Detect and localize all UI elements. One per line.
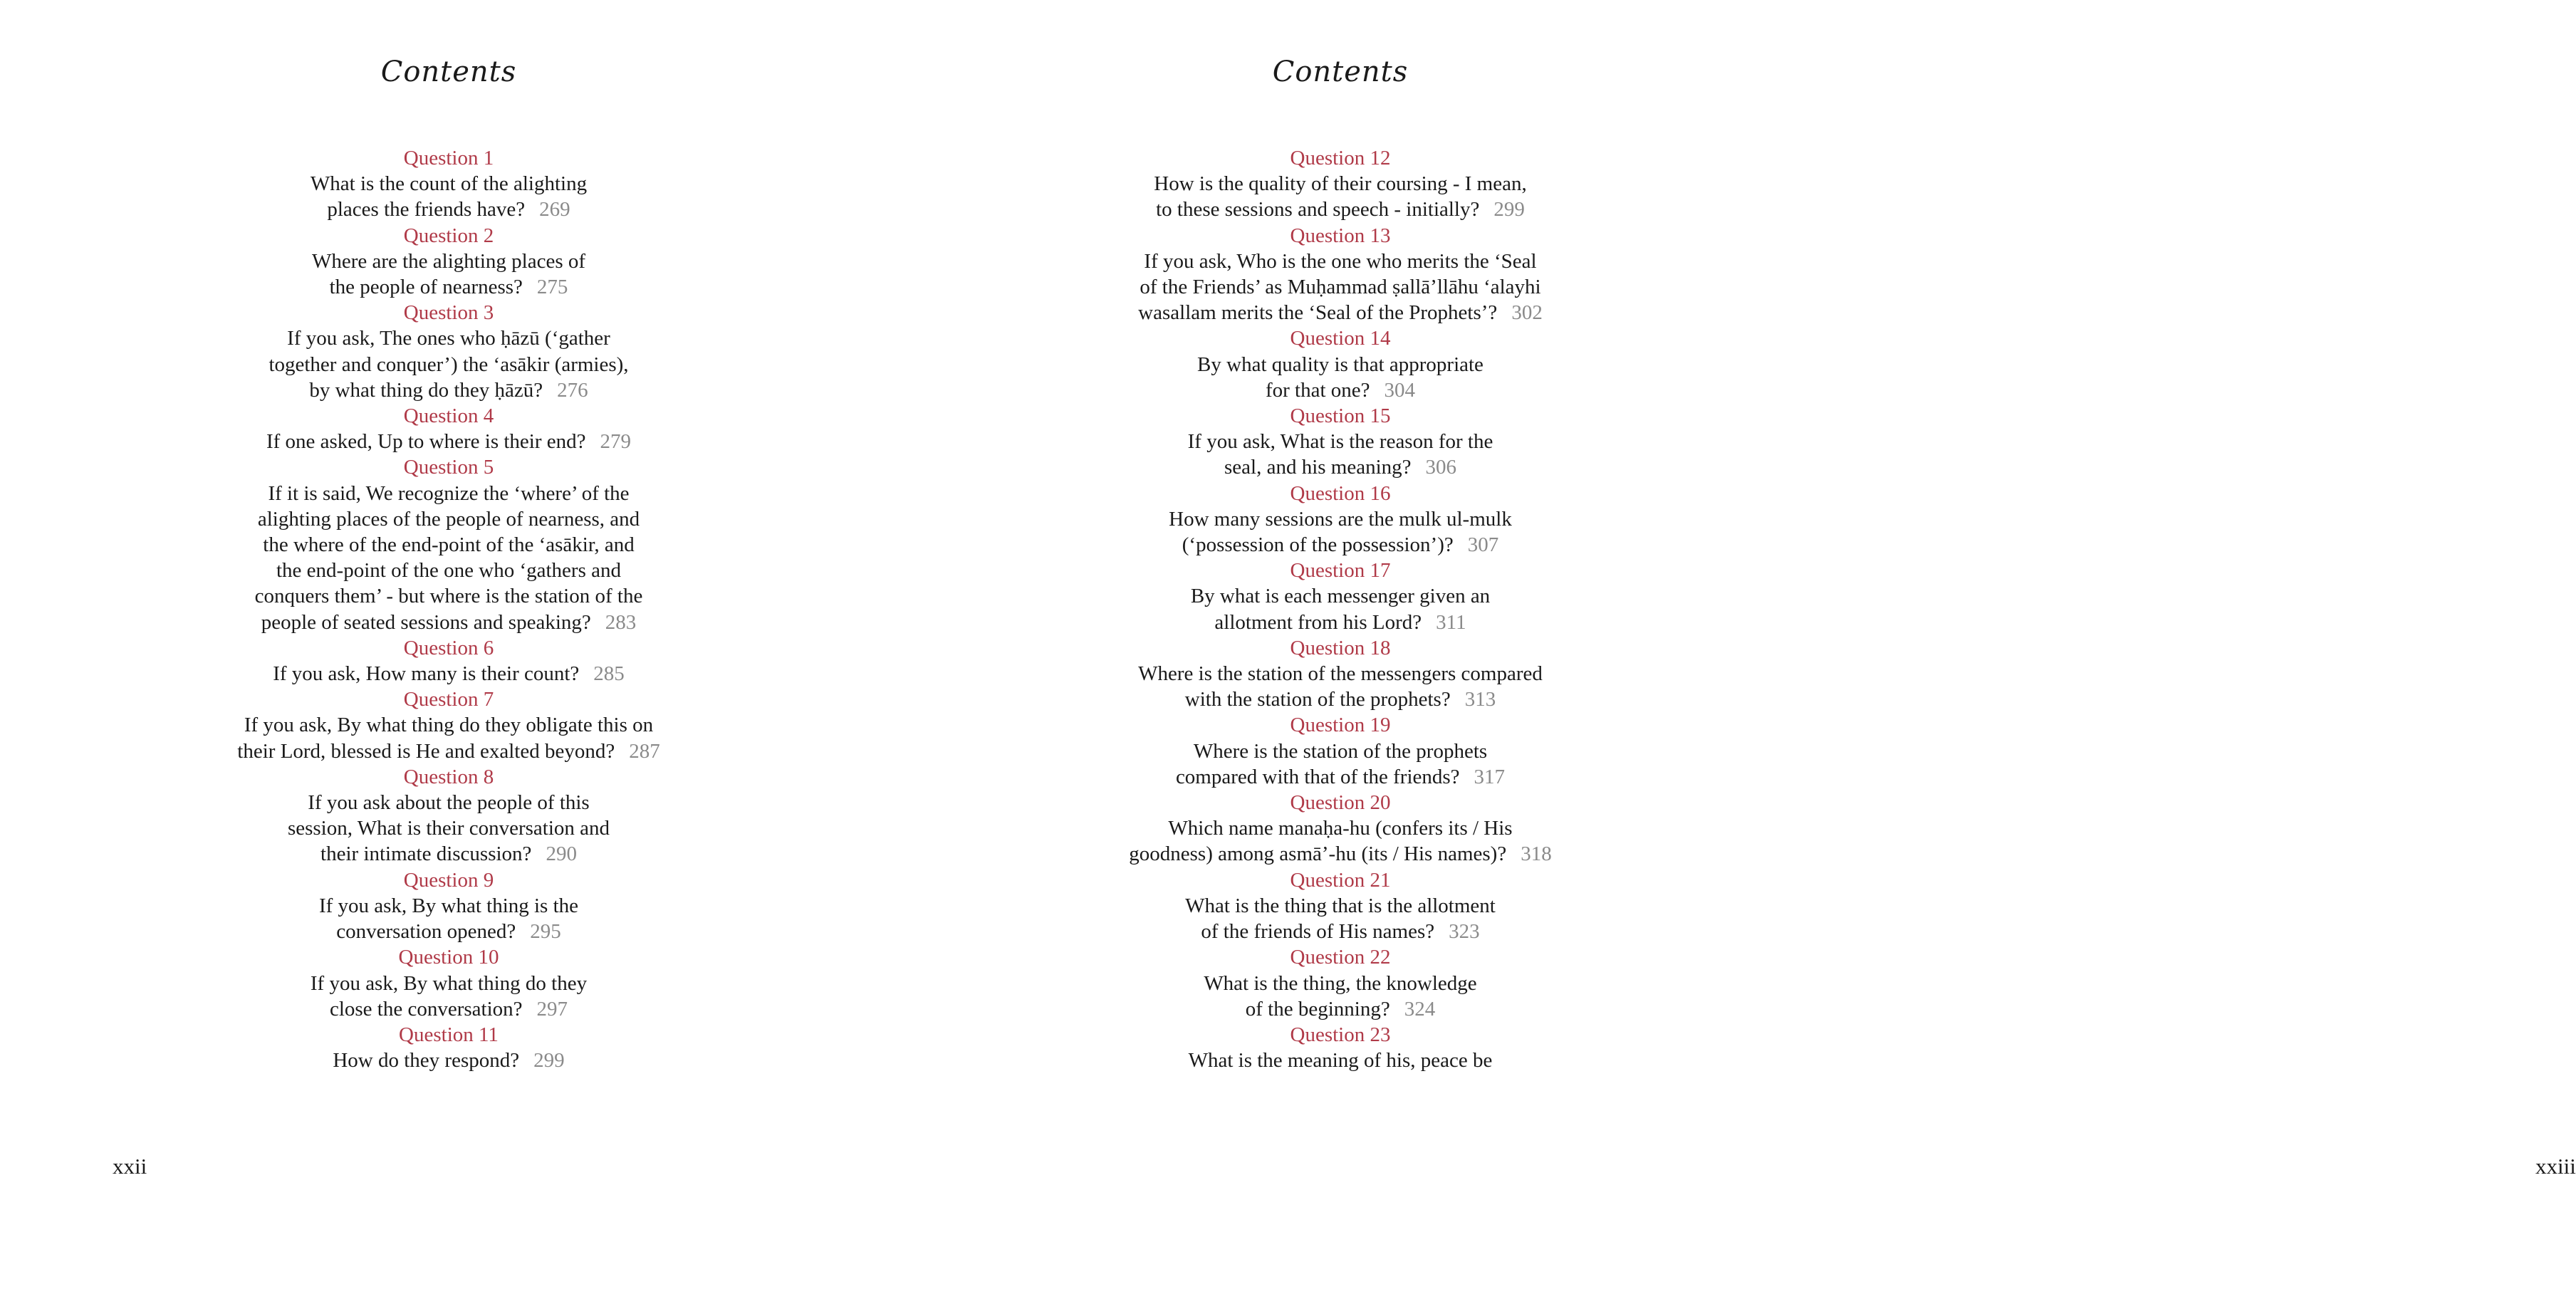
question-text: compared with that of the friends?	[1175, 765, 1460, 788]
question-text-line	[1070, 249, 1611, 274]
page-reference: 275	[536, 276, 568, 299]
toc-entry[interactable]	[178, 403, 719, 454]
question-text: If you ask, The ones who ḥāzū (‘gather	[287, 327, 610, 350]
question-text: the end-point of the one who ‘gathers and	[276, 559, 621, 583]
page-reference: 304	[1384, 378, 1416, 402]
question-text-line	[178, 249, 719, 274]
question-text-line	[1070, 739, 1611, 764]
question-text-line	[1070, 506, 1611, 532]
question-text: people of seated sessions and speaking?	[261, 610, 591, 634]
page-reference: 318	[1521, 842, 1552, 866]
question-text: close the conversation?	[329, 997, 523, 1021]
page-reference: 290	[546, 842, 577, 866]
question-text: with the station of the prophets?	[1184, 688, 1451, 711]
question-text-line	[178, 558, 719, 583]
question-text-line	[1070, 919, 1611, 944]
question-text-line	[178, 1048, 719, 1073]
question-text: Where are the alighting places of	[311, 249, 586, 273]
question-label: Question 20	[1290, 791, 1391, 815]
question-text-line	[178, 377, 719, 403]
question-text-line	[178, 610, 719, 635]
question-text-line	[178, 893, 719, 919]
toc-entry[interactable]	[1070, 558, 1611, 635]
page-reference: 269	[539, 198, 570, 221]
page-reference: 323	[1449, 920, 1480, 944]
question-text-line	[178, 661, 719, 687]
question-text: If you ask, Who is the one who merits the ‘Seal	[1144, 249, 1537, 273]
question-text: alighting places of the people of nearness, and	[257, 507, 640, 531]
question-text-line	[1070, 996, 1611, 1022]
question-label: Question 23	[1290, 1023, 1391, 1046]
question-text-line	[178, 739, 719, 764]
question-text-line	[1070, 377, 1611, 403]
question-text-line	[1070, 893, 1611, 919]
question-text: If you ask about the people of this	[308, 791, 590, 815]
question-text-line	[1070, 661, 1611, 687]
question-text: the people of nearness?	[329, 276, 523, 299]
question-label: Question 17	[1290, 559, 1391, 583]
question-text-line	[1070, 274, 1611, 300]
question-text-line	[178, 506, 719, 532]
page-reference: 279	[600, 430, 632, 454]
page-reference: 299	[1493, 198, 1525, 221]
question-text: What is the meaning of his, peace be	[1188, 1049, 1493, 1073]
toc-entry[interactable]	[178, 300, 719, 403]
page-reference: 297	[536, 997, 568, 1021]
page-reference: 299	[533, 1049, 565, 1073]
question-text: together and conquer’) the ‘asākir (armies),	[268, 353, 629, 376]
question-label: Question 15	[1290, 405, 1391, 428]
question-text: What is the thing, the knowledge	[1204, 971, 1477, 995]
page-number: xxii	[113, 1154, 147, 1179]
page-reference: 276	[557, 378, 588, 402]
page-reference: 302	[1511, 301, 1543, 325]
question-text: by what thing do they ḥāzū?	[309, 378, 543, 402]
question-text: If you ask, By what thing do they	[310, 971, 588, 995]
table-of-contents	[178, 145, 719, 1073]
toc-entry[interactable]	[178, 867, 719, 945]
question-text-line	[1070, 300, 1611, 325]
page-reference: 283	[605, 610, 637, 634]
question-text: their intimate discussion?	[320, 842, 532, 866]
question-text-line	[1070, 971, 1611, 996]
toc-entry[interactable]	[178, 223, 719, 301]
question-text: If it is said, We recognize the ‘where’ of the	[268, 481, 630, 505]
question-text: If you ask, What is the reason for the	[1187, 430, 1493, 454]
question-text-line	[1070, 764, 1611, 790]
question-label: Question 19	[1290, 714, 1391, 737]
question-label: Question 8	[403, 765, 494, 788]
question-text: for that one?	[1265, 378, 1370, 402]
question-text: If you ask, By what thing is the	[318, 894, 579, 917]
question-label: Question 7	[403, 688, 494, 711]
toc-entry[interactable]	[178, 1022, 719, 1073]
toc-entry[interactable]	[1070, 944, 1611, 1022]
toc-entry[interactable]	[1070, 403, 1611, 481]
question-text-line	[1070, 841, 1611, 867]
question-label: Question 22	[1290, 946, 1391, 969]
question-text-line	[1070, 1048, 1611, 1073]
question-text: places the friends have?	[327, 198, 526, 221]
question-text: of the Friends’ as Muḥammad ṣallā’llāhu ‘alayhi	[1140, 276, 1541, 299]
question-text: seal, and his meaning?	[1224, 456, 1412, 479]
toc-entry[interactable]	[1070, 635, 1611, 713]
question-label: Question 5	[403, 456, 494, 479]
page-reference: 324	[1404, 997, 1436, 1021]
toc-entry[interactable]	[178, 145, 719, 223]
question-text-line	[1070, 197, 1611, 222]
toc-entry[interactable]	[1070, 867, 1611, 945]
question-text-line	[178, 712, 719, 738]
question-label: Question 4	[403, 405, 494, 428]
question-text: By what is each messenger given an	[1190, 585, 1491, 608]
question-label: Question 12	[1290, 147, 1391, 169]
question-text-line	[178, 583, 719, 609]
question-text: What is the thing that is the allotment	[1185, 894, 1496, 917]
running-head: Contents	[1272, 56, 1409, 88]
question-text: of the friends of His names?	[1201, 920, 1435, 944]
question-label: Question 6	[403, 636, 494, 659]
toc-entry[interactable]	[178, 944, 719, 1022]
question-text-line	[178, 532, 719, 558]
question-text-line	[1070, 583, 1611, 609]
page-reference: 285	[593, 662, 625, 686]
table-of-contents	[1070, 145, 1611, 1073]
question-text: the where of the end-point of the ‘asākir, and	[263, 533, 635, 557]
page-reference: 313	[1464, 688, 1496, 711]
question-text-line	[178, 971, 719, 996]
question-label: Question 2	[403, 224, 494, 247]
toc-entry[interactable]	[1070, 790, 1611, 867]
question-text: Where is the station of the messengers compared	[1138, 662, 1543, 686]
question-text: If you ask, By what thing do they obligate this on	[244, 714, 654, 737]
toc-entry[interactable]	[1070, 325, 1611, 403]
question-text: conquers them’ - but where is the station of the	[254, 585, 643, 608]
question-label: Question 14	[1290, 327, 1391, 350]
question-text: conversation opened?	[336, 920, 516, 944]
toc-entry[interactable]	[1070, 712, 1611, 790]
page-reference: 295	[530, 920, 561, 944]
question-text: If you ask, How many is their count?	[273, 662, 580, 686]
toc-entry[interactable]	[178, 764, 719, 867]
question-text: By what quality is that appropriate	[1197, 353, 1483, 376]
question-text: allotment from his Lord?	[1214, 610, 1422, 634]
question-text-line	[178, 274, 719, 300]
question-label: Question 1	[403, 147, 494, 169]
question-text: Where is the station of the prophets	[1193, 739, 1488, 763]
question-text-line	[178, 841, 719, 867]
right-page	[890, 0, 2576, 1289]
page-reference: 287	[629, 739, 660, 763]
page-reference: 317	[1474, 765, 1506, 788]
question-label: Question 10	[398, 946, 499, 969]
question-text-line	[178, 996, 719, 1022]
question-text-line	[178, 325, 719, 351]
question-text-line	[178, 352, 719, 377]
question-text-line	[1070, 429, 1611, 454]
question-text: their Lord, blessed is He and exalted beyond?	[237, 739, 615, 763]
page-number: xxiii	[2535, 1154, 2576, 1179]
question-label: Question 9	[403, 868, 494, 892]
question-text: goodness) among asmā’-hu (its / His names)?	[1129, 842, 1507, 866]
question-text: If one asked, Up to where is their end?	[266, 430, 586, 454]
question-text-line	[1070, 815, 1611, 841]
question-text: (‘possession of the possession’)?	[1182, 533, 1454, 557]
toc-entry[interactable]	[1070, 223, 1611, 326]
question-text-line	[178, 429, 719, 454]
toc-entry[interactable]	[178, 454, 719, 635]
question-text: How is the quality of their coursing - I mean,	[1154, 172, 1527, 196]
question-text-line	[1070, 610, 1611, 635]
question-text-line	[1070, 171, 1611, 197]
page-reference: 311	[1436, 610, 1466, 634]
question-text: Which name manaḥa-hu (confers its / His	[1168, 817, 1513, 840]
toc-entry[interactable]	[178, 687, 719, 764]
question-text-line	[178, 197, 719, 222]
page-reference: 306	[1425, 456, 1457, 479]
question-text-line	[178, 919, 719, 944]
question-label: Question 13	[1290, 224, 1391, 247]
question-text-line	[178, 481, 719, 506]
question-text: wasallam merits the ‘Seal of the Prophets’?	[1138, 301, 1498, 325]
question-label: Question 21	[1290, 868, 1391, 892]
question-text-line	[1070, 352, 1611, 377]
question-label: Question 16	[1290, 481, 1391, 505]
question-label: Question 18	[1290, 636, 1391, 659]
question-text-line	[178, 815, 719, 841]
question-text-line	[1070, 454, 1611, 480]
question-text: What is the count of the alighting	[310, 172, 588, 196]
question-text: to these sessions and speech - initially?	[1156, 198, 1480, 221]
question-text: session, What is their conversation and	[287, 817, 610, 840]
question-text: How do they respond?	[333, 1049, 520, 1073]
toc-entry[interactable]	[1070, 145, 1611, 223]
question-label: Question 11	[399, 1023, 499, 1046]
question-text-line	[178, 790, 719, 815]
question-text: How many sessions are the mulk ul-mulk	[1169, 507, 1512, 531]
toc-entry[interactable]	[1070, 1022, 1611, 1073]
left-page	[0, 0, 890, 1289]
running-head: Contents	[380, 56, 517, 88]
question-text-line	[1070, 687, 1611, 712]
toc-entry[interactable]	[178, 635, 719, 687]
toc-entry[interactable]	[1070, 481, 1611, 558]
question-label: Question 3	[403, 301, 494, 325]
question-text: of the beginning?	[1245, 997, 1390, 1021]
question-text-line	[178, 171, 719, 197]
page-reference: 307	[1467, 533, 1499, 557]
question-text-line	[1070, 532, 1611, 558]
